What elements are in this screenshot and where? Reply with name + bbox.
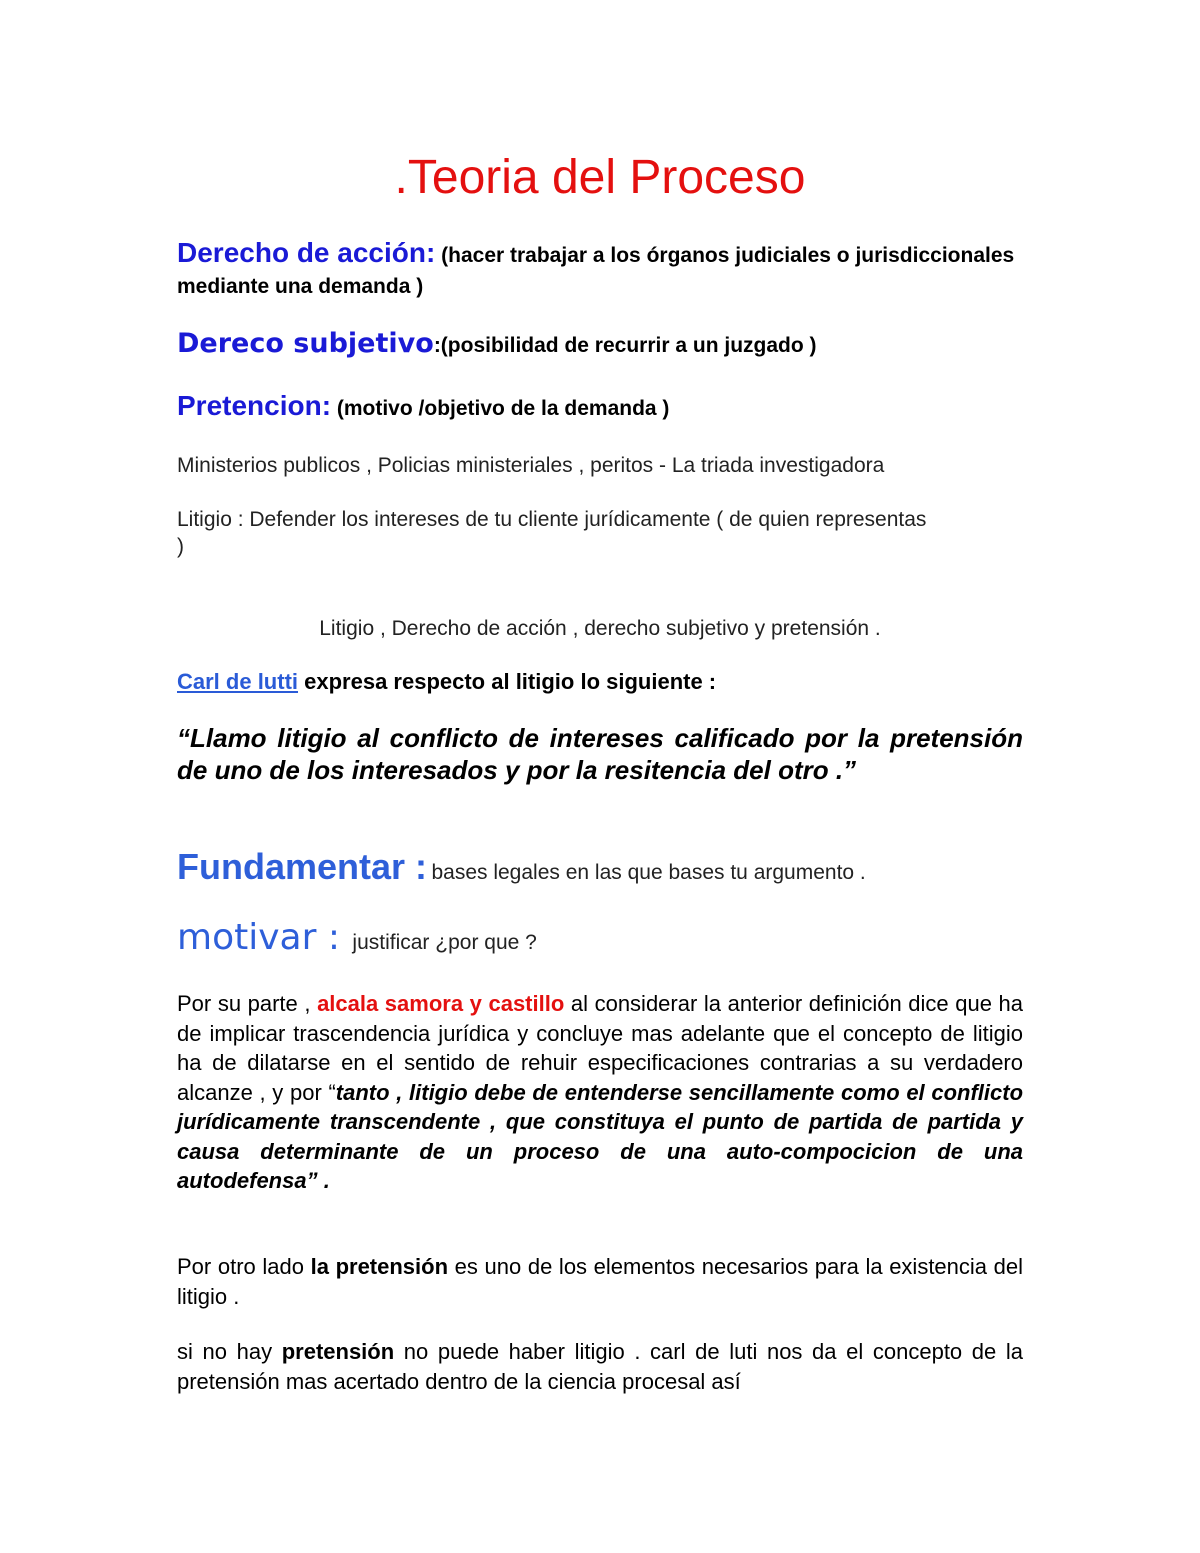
alcala-samora-castillo: alcala samora y castillo	[317, 991, 565, 1016]
def-derecho-subjetivo-text: :(posibilidad de recurrir a un juzgado )	[433, 334, 817, 357]
motivar-text: justificar ¿por que ?	[352, 931, 537, 954]
paragraph-no-pretension-bold: pretensión	[281, 1339, 395, 1364]
def-derecho-accion	[177, 237, 1023, 302]
paragraph-alcala	[177, 989, 1023, 1196]
def-pretencion	[177, 390, 1023, 424]
paragraph-alcala-b: al considerar la anterior definición dice que ha de implicar trascendencia jurídica y concluye mas adelante que el concepto de litigio ha de dilatarse en el sentido de rehuir especificaciones contrarias a su verdadero alcanze , y por “	[177, 991, 1023, 1105]
paragraph-pretension	[177, 1252, 1023, 1311]
term-derecho-accion: Derecho de acción:	[177, 237, 436, 268]
fundamentar-line	[177, 844, 1023, 898]
term-pretencion: Pretencion:	[177, 390, 332, 421]
litigio-definition: Litigio : Defender los intereses de tu cliente jurídicamente ( de quien representas )	[177, 508, 927, 558]
fundamentar-text: bases legales en las que bases tu argumento .	[431, 861, 866, 884]
litigio-quote: “Llamo litigio al conflicto de intereses calificado por la pretensión de uno de los interesados y por la resitencia del otro .”	[177, 723, 1023, 785]
carl-line-text: expresa respecto al litigio lo siguiente :	[298, 669, 717, 694]
paragraph-alcala-italic: tanto , litigio debe de entenderse sencillamente como el conflicto jurídicamente transcendente , que constituya el punto de partida de partida y causa determinante de un proceso de una auto-compocicion de una autodefensa” .	[177, 1079, 1024, 1193]
paragraph-no-pretension-a: si no hay	[177, 1339, 282, 1364]
carl-de-lutti-link[interactable]: Carl de lutti	[177, 669, 299, 694]
def-derecho-subjetivo	[177, 328, 1023, 361]
def-derecho-accion-text: (hacer trabajar a los órganos judiciales o jurisdiccionales mediante una demanda )	[177, 244, 1015, 298]
term-motivar: motivar :	[177, 917, 340, 958]
paragraph-no-pretension-b: no puede haber litigio . carl de luti nos da el concepto de la pretensión mas acertado dentro de la ciencia procesal así	[177, 1339, 1023, 1394]
document-title: .Teoria del Proceso	[394, 151, 806, 204]
term-derecho-subjetivo: Dereco subjetivo	[177, 328, 434, 359]
term-fundamentar: Fundamentar :	[177, 846, 428, 887]
def-pretencion-text: (motivo /objetivo de la demanda )	[331, 397, 670, 420]
paragraph-no-pretension	[177, 1337, 1023, 1396]
motivar-line	[177, 915, 1023, 968]
paragraph-pretension-b: es uno de los elementos necesarios para la existencia del litigio .	[177, 1254, 1024, 1309]
ministerios-line: Ministerios publicos , Policias ministeriales , peritos - La triada investigadora	[177, 454, 885, 477]
paragraph-alcala-a: Por su parte ,	[177, 991, 318, 1016]
paragraph-pretension-a: Por otro lado	[177, 1254, 311, 1279]
summary-line: Litigio , Derecho de acción , derecho subjetivo y pretensión .	[319, 617, 881, 640]
carl-line	[177, 666, 1023, 697]
paragraph-pretension-bold: la pretensión	[310, 1254, 449, 1279]
